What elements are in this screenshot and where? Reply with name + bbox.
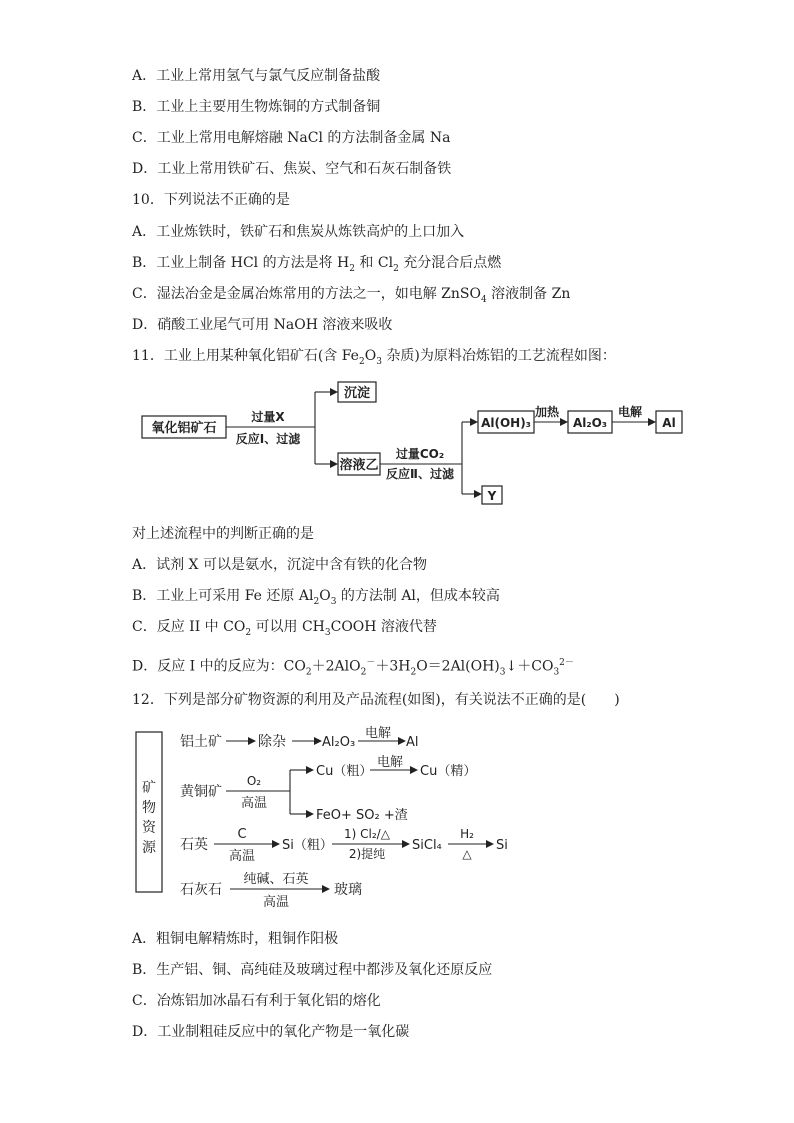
arrow-head (306, 766, 314, 774)
y-label: Y (487, 489, 497, 503)
q10-option-a: A．工业炼铁时，铁矿石和焦炭从炼铁高炉的上口加入 (132, 224, 465, 240)
q11-judge: 对上述流程中的判断正确的是 (132, 526, 314, 542)
side-char: 矿 (142, 780, 156, 796)
reaction1-label: 反应Ⅰ、过滤 (235, 432, 301, 446)
excess-co2-label: 过量CO₂ (395, 447, 445, 461)
subscript: 2 (393, 263, 399, 274)
q10-option-b (132, 253, 501, 279)
q11-stem-text: 11．工业上用某种氧化铝矿石(含 Fe (132, 348, 359, 364)
reaction2-label: 反应Ⅱ、过滤 (386, 467, 454, 481)
q10-c-text: 溶液制备 Zn (486, 286, 571, 302)
precipitate-label: 沉淀 (343, 386, 371, 401)
q11-stem-text: O (364, 348, 377, 364)
subscript: 3 (553, 667, 560, 678)
arrow-head (330, 388, 338, 396)
carbon-label: C (237, 827, 247, 842)
subscript: 2 (305, 667, 312, 678)
arrow-head (560, 418, 568, 426)
q11-c-text: C．反应 II 中 CO (132, 619, 246, 635)
q11-d-text: D．反应 I 中的反应为：CO (132, 658, 306, 675)
cu-crude-label: Cu（粗） (316, 764, 373, 779)
q10-b-text: 充分混合后点燃 (398, 255, 502, 271)
q9-option-c: C．工业上常用电解熔融 NaCl 的方法制备金属 Na (132, 130, 451, 146)
soda-quartz-label: 纯碱、石英 (243, 872, 309, 887)
electrolysis-label: 电解 (617, 405, 643, 419)
arrow-head (322, 885, 330, 893)
q11-d-text: ↓＋CO (505, 658, 554, 675)
arrow-head (330, 460, 338, 468)
q11-flow-diagram (130, 372, 690, 512)
al-label: Al (406, 735, 419, 750)
arrow-head (470, 418, 478, 426)
al-label: Al (662, 416, 676, 430)
al2o3-label: Al₂O₃ (572, 416, 608, 430)
arrow-head (306, 810, 314, 818)
q11-b-text: O (319, 588, 331, 604)
superscript: 2－ (559, 658, 574, 668)
superscript: － (366, 658, 376, 668)
arrow-head (248, 737, 256, 745)
q9-option-a: A．工业上常用氢气与氯气反应制备盐酸 (132, 68, 381, 84)
arrow-head (410, 766, 418, 774)
step2-label: 2)提纯 (348, 847, 386, 861)
q11-c-text: 可以用 CH (251, 619, 325, 635)
arrow-head (314, 737, 322, 745)
arrow-head (402, 840, 410, 848)
q10-b-text: B．工业上制备 HCl 的方法是将 H (132, 255, 350, 271)
si-label: Si (496, 838, 508, 853)
h2-label: H₂ (460, 827, 474, 841)
q10-stem: 10．下列说法不正确的是 (132, 192, 290, 208)
subscript: 2 (313, 596, 320, 607)
subscript: 2 (349, 263, 355, 274)
high-temp2-label: 高温 (228, 849, 256, 864)
limestone-label: 石灰石 (180, 882, 222, 898)
q12-stem: 12．下列是部分矿物资源的利用及产品流程(如图)，有关说法不正确的是( ) (132, 692, 620, 708)
subscript: 2 (358, 356, 365, 367)
al2o3-label: Al₂O₃ (322, 735, 356, 750)
q11-d-text: ＋2AlO (311, 658, 361, 675)
q11-option-d (132, 653, 574, 682)
q11-d-text: O＝2Al(OH) (416, 658, 500, 675)
q11-option-b (132, 586, 500, 612)
delta-label: △ (462, 847, 472, 861)
byproducts-label: FeO+ SO₂ +渣 (316, 808, 408, 823)
bauxite-label: 铝土矿 (180, 734, 222, 750)
electrolysis2-label: 电解 (376, 755, 404, 770)
arrow-head (648, 418, 656, 426)
q12-flow-diagram (130, 722, 530, 922)
high-temp1-label: 高温 (240, 796, 268, 811)
step1-label: 1) Cl₂/△ (344, 827, 390, 841)
q10-option-c (132, 284, 570, 310)
q10-b-text: 和 Cl (354, 255, 394, 271)
q11-c-text: COOH 溶液代替 (330, 619, 437, 635)
q11-stem-text: 杂质)为原料冶炼铝的工艺流程如图： (381, 348, 616, 364)
glass-label: 玻璃 (334, 882, 362, 898)
solution-label: 溶液乙 (339, 458, 379, 473)
q12-option-d: D．工业制粗硅反应中的氧化产物是一氧化碳 (132, 1024, 410, 1040)
high-temp3-label: 高温 (262, 895, 290, 910)
subscript: 2 (360, 667, 367, 678)
side-char: 物 (142, 800, 156, 816)
sicl4-label: SiCl₄ (412, 838, 442, 853)
ore-label: 氧化铝矿石 (151, 421, 217, 436)
subscript: 2 (245, 627, 252, 638)
aloh3-label: Al(OH)₃ (481, 416, 531, 430)
q11-option-a: A．试剂 X 可以是氨水，沉淀中含有铁的化合物 (132, 557, 427, 573)
q9-option-b: B．工业上主要用生物炼铜的方式制备铜 (132, 99, 381, 115)
subscript: 3 (499, 667, 506, 678)
subscript: 3 (330, 596, 337, 607)
arrow-head (272, 840, 280, 848)
q11-stem (132, 346, 616, 372)
side-char: 源 (142, 840, 156, 856)
heat-label: 加热 (534, 405, 560, 419)
o2-label: O₂ (246, 774, 262, 788)
electrolysis1-label: 电解 (364, 726, 392, 741)
quartz-label: 石英 (180, 837, 208, 853)
arrow-head (398, 737, 406, 745)
subscript: 4 (480, 294, 487, 305)
chalcopyrite-label: 黄铜矿 (180, 784, 222, 800)
q12-option-a: A．粗铜电解精炼时，粗铜作阳极 (132, 931, 339, 947)
cu-fine-label: Cu（精） (420, 764, 477, 779)
side-char: 资 (142, 820, 156, 836)
q12-option-c: C．冶炼铝加冰晶石有利于氧化铝的熔化 (132, 993, 381, 1009)
q11-d-text: ＋3H (375, 658, 411, 675)
q12-option-b: B．生产铝、铜、高纯硅及玻璃过程中都涉及氧化还原反应 (132, 962, 493, 978)
subscript: 3 (376, 356, 382, 367)
remove-impurity-label: 除杂 (258, 734, 286, 750)
si-crude-label: Si（粗） (282, 838, 333, 853)
q11-b-text: B．工业上可采用 Fe 还原 Al (132, 588, 314, 604)
q9-option-d: D．工业上常用铁矿石、焦炭、空气和石灰石制备铁 (132, 161, 452, 177)
q11-b-text: 的方法制 Al，但成本较高 (336, 588, 500, 604)
excess-x-label: 过量X (251, 410, 285, 424)
q11-option-c (132, 617, 437, 643)
arrow-head (486, 840, 494, 848)
subscript: 2 (410, 667, 417, 678)
q10-c-text: C．湿法冶金是金属冶炼常用的方法之一，如电解 ZnSO (132, 286, 481, 302)
subscript: 3 (324, 627, 331, 638)
q10-option-d: D．硝酸工业尾气可用 NaOH 溶液来吸收 (132, 317, 393, 333)
arrow-head (474, 490, 482, 498)
